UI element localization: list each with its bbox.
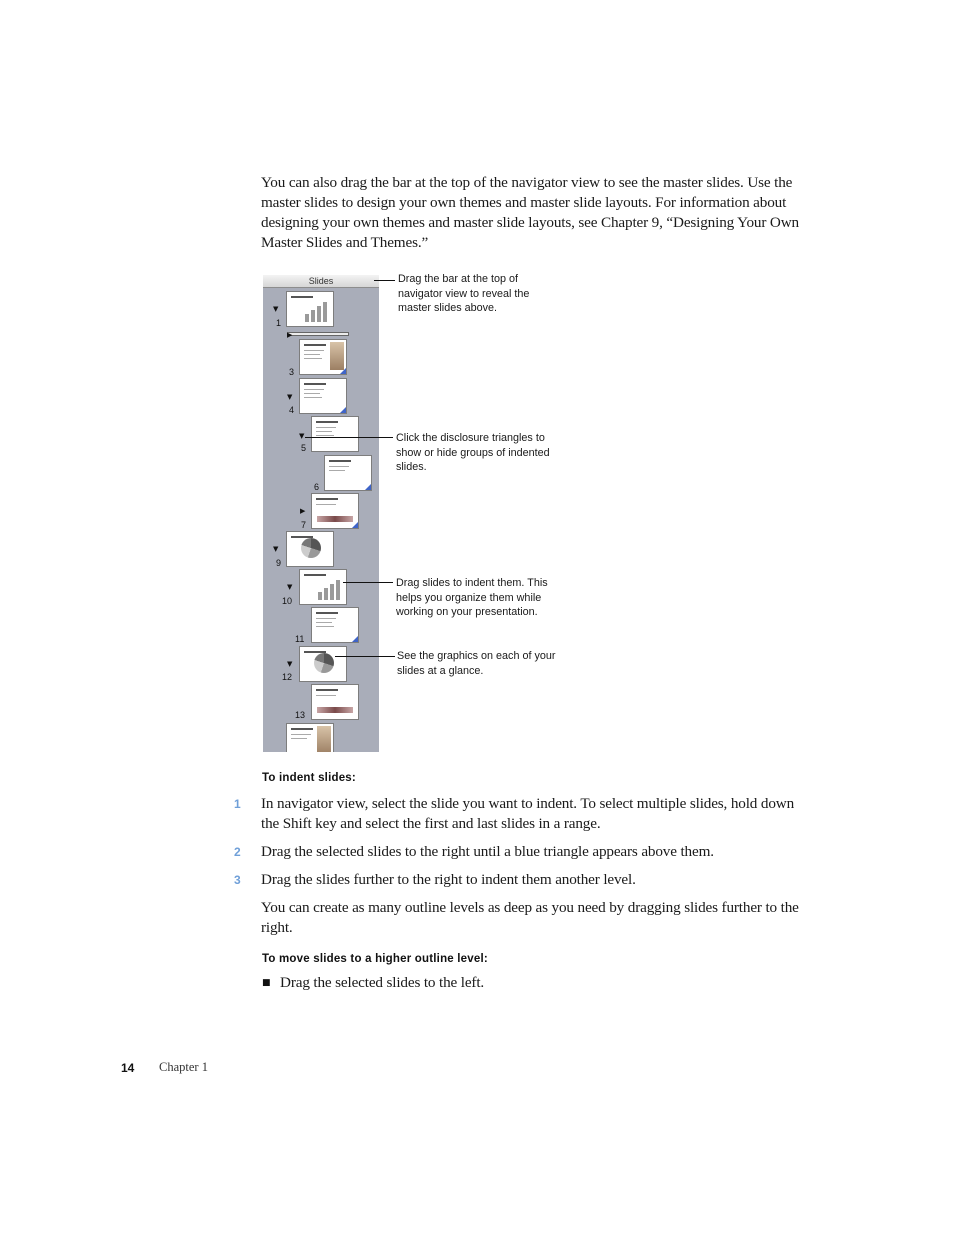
callout-disclosure-triangles: Click the disclosure triangles to show or hide groups of indented slides. [396, 432, 550, 474]
slide-number: 9 [276, 558, 282, 568]
slide-thumbnail[interactable] [311, 416, 359, 452]
callout-leader-line [305, 437, 393, 438]
bullet-text: Drag the selected slides to the left. [280, 974, 485, 991]
disclosure-triangle-open-icon[interactable]: ▼ [299, 432, 305, 440]
insertion-bar [287, 332, 349, 336]
slide-number: 6 [314, 482, 320, 492]
disclosure-triangle-open-icon[interactable]: ▼ [273, 305, 279, 313]
slide-thumbnail[interactable] [299, 569, 347, 605]
step-number: 1 [234, 797, 241, 811]
step-text: In navigator view, select the slide you want to indent. To select multiple slides, hold down the Shift key and select the first and last slides in a range. [261, 795, 795, 832]
slide-number: 3 [289, 367, 295, 377]
slide-thumbnail[interactable] [311, 607, 359, 643]
callout-leader-line [343, 582, 393, 583]
step-number: 2 [234, 845, 241, 859]
chapter-label: Chapter 1 [159, 1060, 208, 1074]
task-heading-move: To move slides to a higher outline level: [262, 953, 488, 965]
indent-note: You can create as many outline levels as deep as you need by dragging slides further to the right. [261, 899, 799, 936]
slide-thumbnail[interactable] [311, 493, 359, 529]
step-text: Drag the slides further to the right to indent them another level. [261, 871, 636, 888]
step-number: 3 [234, 873, 241, 887]
disclosure-triangle-open-icon[interactable]: ▼ [287, 660, 293, 668]
step-text: Drag the selected slides to the right until a blue triangle appears above them. [261, 843, 714, 860]
bullet-square-icon: ■ [262, 978, 271, 988]
intro-paragraph: You can also drag the bar at the top of the navigator view to see the master slides. Use the master slides to design your own themes and master slide layouts. For information about designing your own themes and master slide layouts, see Chapter 9, “Designing Your Own Master Slides and Themes.” [261, 174, 799, 251]
callout-indent-slides: Drag slides to indent them. This helps you organize them while working on your presentation. [396, 577, 548, 619]
slide-navigator[interactable] [263, 275, 379, 752]
slide-number: 11 [295, 634, 305, 644]
navigator-header-bar[interactable]: Slides [263, 275, 379, 288]
slide-number: 12 [282, 672, 293, 682]
task-heading-indent: To indent slides: [262, 772, 356, 784]
slide-number: 4 [289, 405, 295, 415]
callout-drag-bar: Drag the bar at the top of navigator view to reveal the master slides above. [398, 273, 530, 315]
slide-thumbnail[interactable] [286, 723, 334, 752]
slide-thumbnail[interactable] [299, 339, 347, 375]
slide-thumbnail[interactable] [286, 531, 334, 567]
slide-thumbnail[interactable] [286, 291, 334, 327]
disclosure-triangle-closed-icon[interactable]: ▶ [300, 507, 306, 515]
slide-thumbnail[interactable] [299, 646, 347, 682]
page-number: 14 [121, 1061, 135, 1075]
slide-number: 1 [276, 318, 282, 328]
slide-number: 10 [282, 596, 293, 606]
callout-graphics: See the graphics on each of your slides at a glance. [397, 650, 556, 677]
disclosure-triangle-open-icon[interactable]: ▼ [287, 583, 293, 591]
disclosure-triangle-open-icon[interactable]: ▼ [287, 393, 293, 401]
callout-leader-line [335, 656, 395, 657]
slide-thumbnail[interactable] [311, 684, 359, 720]
slide-thumbnail[interactable] [299, 378, 347, 414]
disclosure-triangle-open-icon[interactable]: ▼ [273, 545, 279, 553]
slide-number: 13 [295, 710, 306, 720]
disclosure-triangle-closed-icon[interactable]: ▶ [287, 331, 293, 339]
slide-number: 7 [301, 520, 307, 530]
slide-thumbnail[interactable] [324, 455, 372, 491]
callout-leader-line [374, 280, 395, 281]
slide-number: 5 [301, 443, 307, 453]
